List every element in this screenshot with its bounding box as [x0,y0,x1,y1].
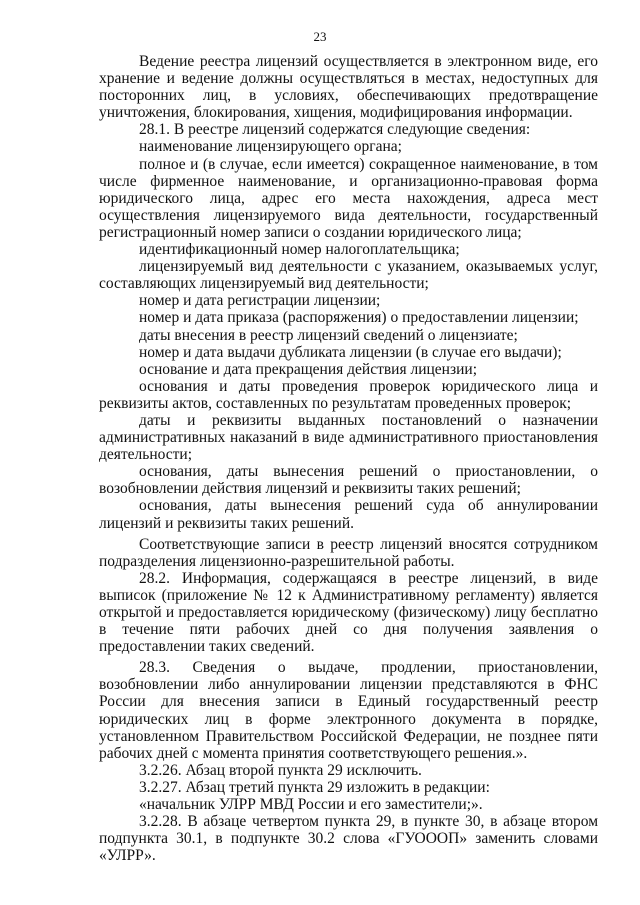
list-item-registry-dates: даты внесения в реестр лицензий сведений о лицензиате; [139,326,518,344]
list-item-taxpayer-id: идентификационный номер налогоплательщика; [139,241,460,259]
list-item-suspension: основания, даты вынесения решений о приостановлении, о возобновлении действия лицензий и реквизиты таких решений; [99,463,598,498]
list-item-termination: основание и дата прекращения действия лицензии; [139,360,477,378]
paragraph-3-2-26: 3.2.26. Абзац второй пункта 29 исключить. [139,761,422,779]
paragraph-registry-intro: Ведение реестра лицензий осуществляется в электронном виде, его хранение и ведение должны осуществляться в местах, недоступных для посторонних лиц, в условиях, обеспечивающих предотвращение уничтожения, блокирования, хищения, модифицирования информации. [99,53,598,122]
list-item-entity-name: полное и (в случае, если имеется) сокращенное наименование, в том числе фирменное наименование, и организационно-правовая форма юридического лица, адрес его места нахождения, адреса мест осуществления лицензируемого вида деятельности, государственный регистрационный номер записи о создании юридического лица; [99,155,598,241]
paragraph-28-3: 28.3. Сведения о выдаче, продлении, приостановлении, возобновлении либо аннулировании лицензии представляются в ФНС России для внесения записи в Единый государственный реестр юридических лиц в форме электронного документа в порядке, установленном Правительством Российской Федерации, не позднее пяти рабочих дней с момента принятия соответствующего решения.». [99,659,598,762]
list-item-penalties: даты и реквизиты выданных постановлений о назначении административных наказаний в виде административного приостановления деятельности; [99,411,598,464]
list-item-activity-type: лицензируемый вид деятельности с указанием, оказываемых услуг, составляющих лицензируемый вид деятельности; [99,258,598,293]
paragraph-28-1: 28.1. В реестре лицензий содержатся следующие сведения: [139,121,531,139]
paragraph-quote-head: «начальник УЛРР МВД России и его заместители;». [139,796,483,814]
paragraph-3-2-27: 3.2.27. Абзац третий пункта 29 изложить в редакции: [139,778,490,796]
list-item-court-annulment: основания, даты вынесения решений суда об аннулировании лицензий и реквизиты таких решений. [99,497,598,532]
page-number: 23 [313,29,327,44]
paragraph-28-2: 28.2. Информация, содержащаяся в реестре лицензий, в виде выписок (приложение № 12 к Административному регламенту) является открытой и предоставляется юридическому (физическому) лицу бесплатно в течение пяти рабочих дней со дня получения заявления о предоставлении таких сведений. [99,569,598,656]
list-item-order-date: номер и дата приказа (распоряжения) о предоставлении лицензии; [139,309,579,327]
document-body [99,53,598,864]
paragraph-records-entry: Соответствующие записи в реестр лицензий вносятся сотрудником подразделения лицензионно-разрешительной работы. [99,535,598,570]
list-item-inspections: основания и даты проведения проверок юридического лица и реквизиты актов, составленных по результатам проведенных проверок; [99,377,598,412]
paragraph-3-2-28: 3.2.28. В абзаце четвертом пункта 29, в пункте 30, в абзаце втором подпункта 30.1, в подпункте 30.2 слова «ГУОООП» заменить словами «УЛРР». [99,813,598,865]
list-item-duplicate: номер и дата выдачи дубликата лицензии (в случае его выдачи); [139,343,562,361]
list-item-authority-name: наименование лицензирующего органа; [139,138,402,156]
list-item-license-registration: номер и дата регистрации лицензии; [139,292,381,310]
